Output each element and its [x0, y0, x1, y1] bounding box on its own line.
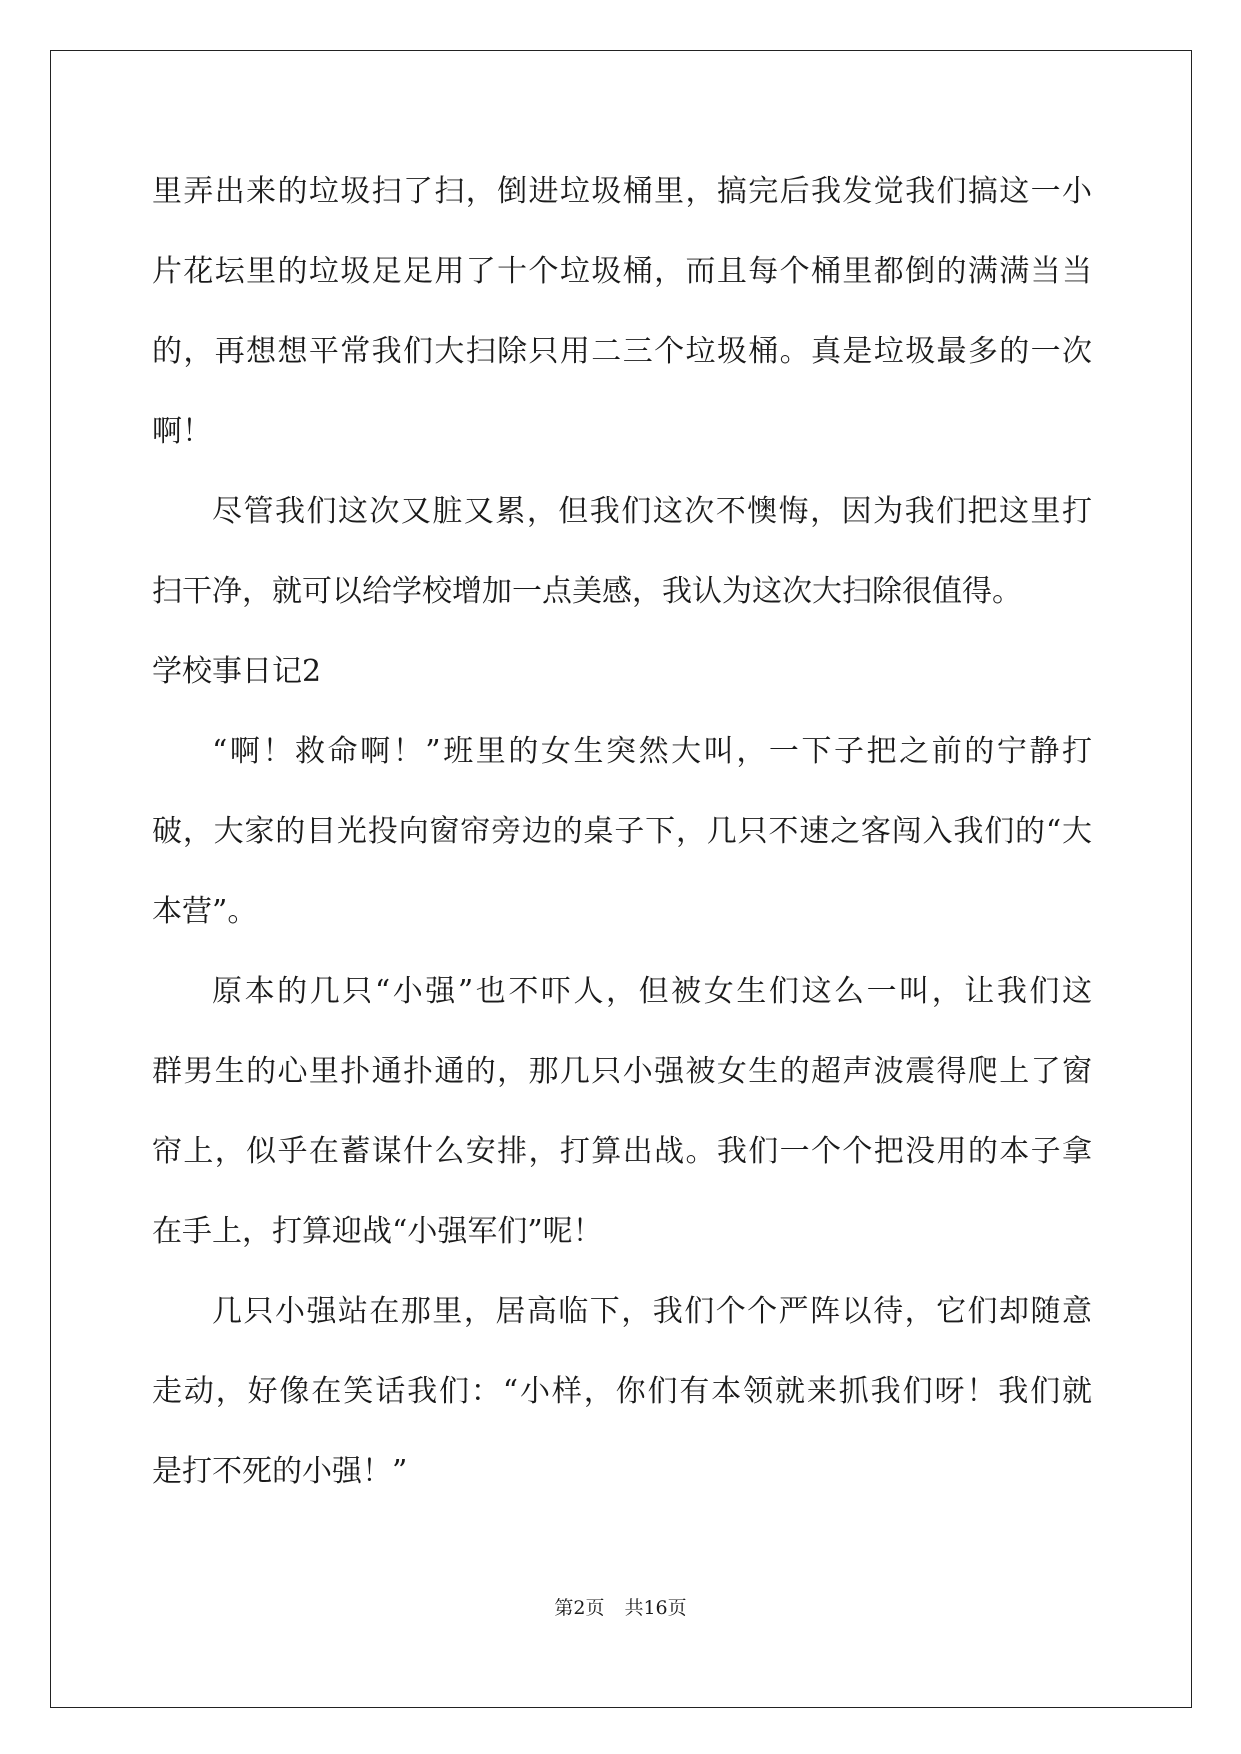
text-line: 几只小强站在那里，居高临下，我们个个严阵以待，它们却随意	[212, 1294, 1092, 1329]
text-line: 啊！	[152, 414, 212, 449]
text-line: 尽管我们这次又脏又累，但我们这次不懊悔，因为我们把这里打	[212, 494, 1092, 529]
text-line: 破，大家的目光投向窗帘旁边的桌子下，几只不速之客闯入我们的“大	[152, 814, 1092, 849]
text-line: 原本的几只“小强”也不吓人，但被女生们这么一叫，让我们这	[212, 974, 1092, 1009]
text-line: 里弄出来的垃圾扫了扫，倒进垃圾桶里，搞完后我发觉我们搞这一小	[152, 174, 1092, 209]
section-heading: 学校事日记2	[152, 654, 322, 689]
text-line: 本营”。	[152, 894, 258, 929]
document-body	[152, 152, 1092, 1512]
text-line: 群男生的心里扑通扑通的，那几只小强被女生的超声波震得爬上了窗	[152, 1054, 1092, 1089]
text-line: 是打不死的小强！”	[152, 1454, 408, 1489]
text-line: 走动，好像在笑话我们：“小样，你们有本领就来抓我们呀！我们就	[152, 1374, 1092, 1409]
page-total: 共16页	[624, 1597, 687, 1619]
text-line: 片花坛里的垃圾足足用了十个垃圾桶，而且每个桶里都倒的满满当当	[152, 254, 1092, 289]
page-footer	[0, 1596, 1241, 1620]
text-line: 在手上，打算迎战“小强军们”呢！	[152, 1214, 603, 1249]
text-line: 的，再想想平常我们大扫除只用二三个垃圾桶。真是垃圾最多的一次	[152, 334, 1092, 369]
text-line: 帘上，似乎在蓄谋什么安排，打算出战。我们一个个把没用的本子拿	[152, 1134, 1092, 1169]
text-line: “啊！救命啊！”班里的女生突然大叫，一下子把之前的宁静打	[212, 734, 1092, 769]
text-line: 扫干净，就可以给学校增加一点美感，我认为这次大扫除很值得。	[152, 574, 1022, 609]
page-number: 第2页	[554, 1597, 605, 1619]
